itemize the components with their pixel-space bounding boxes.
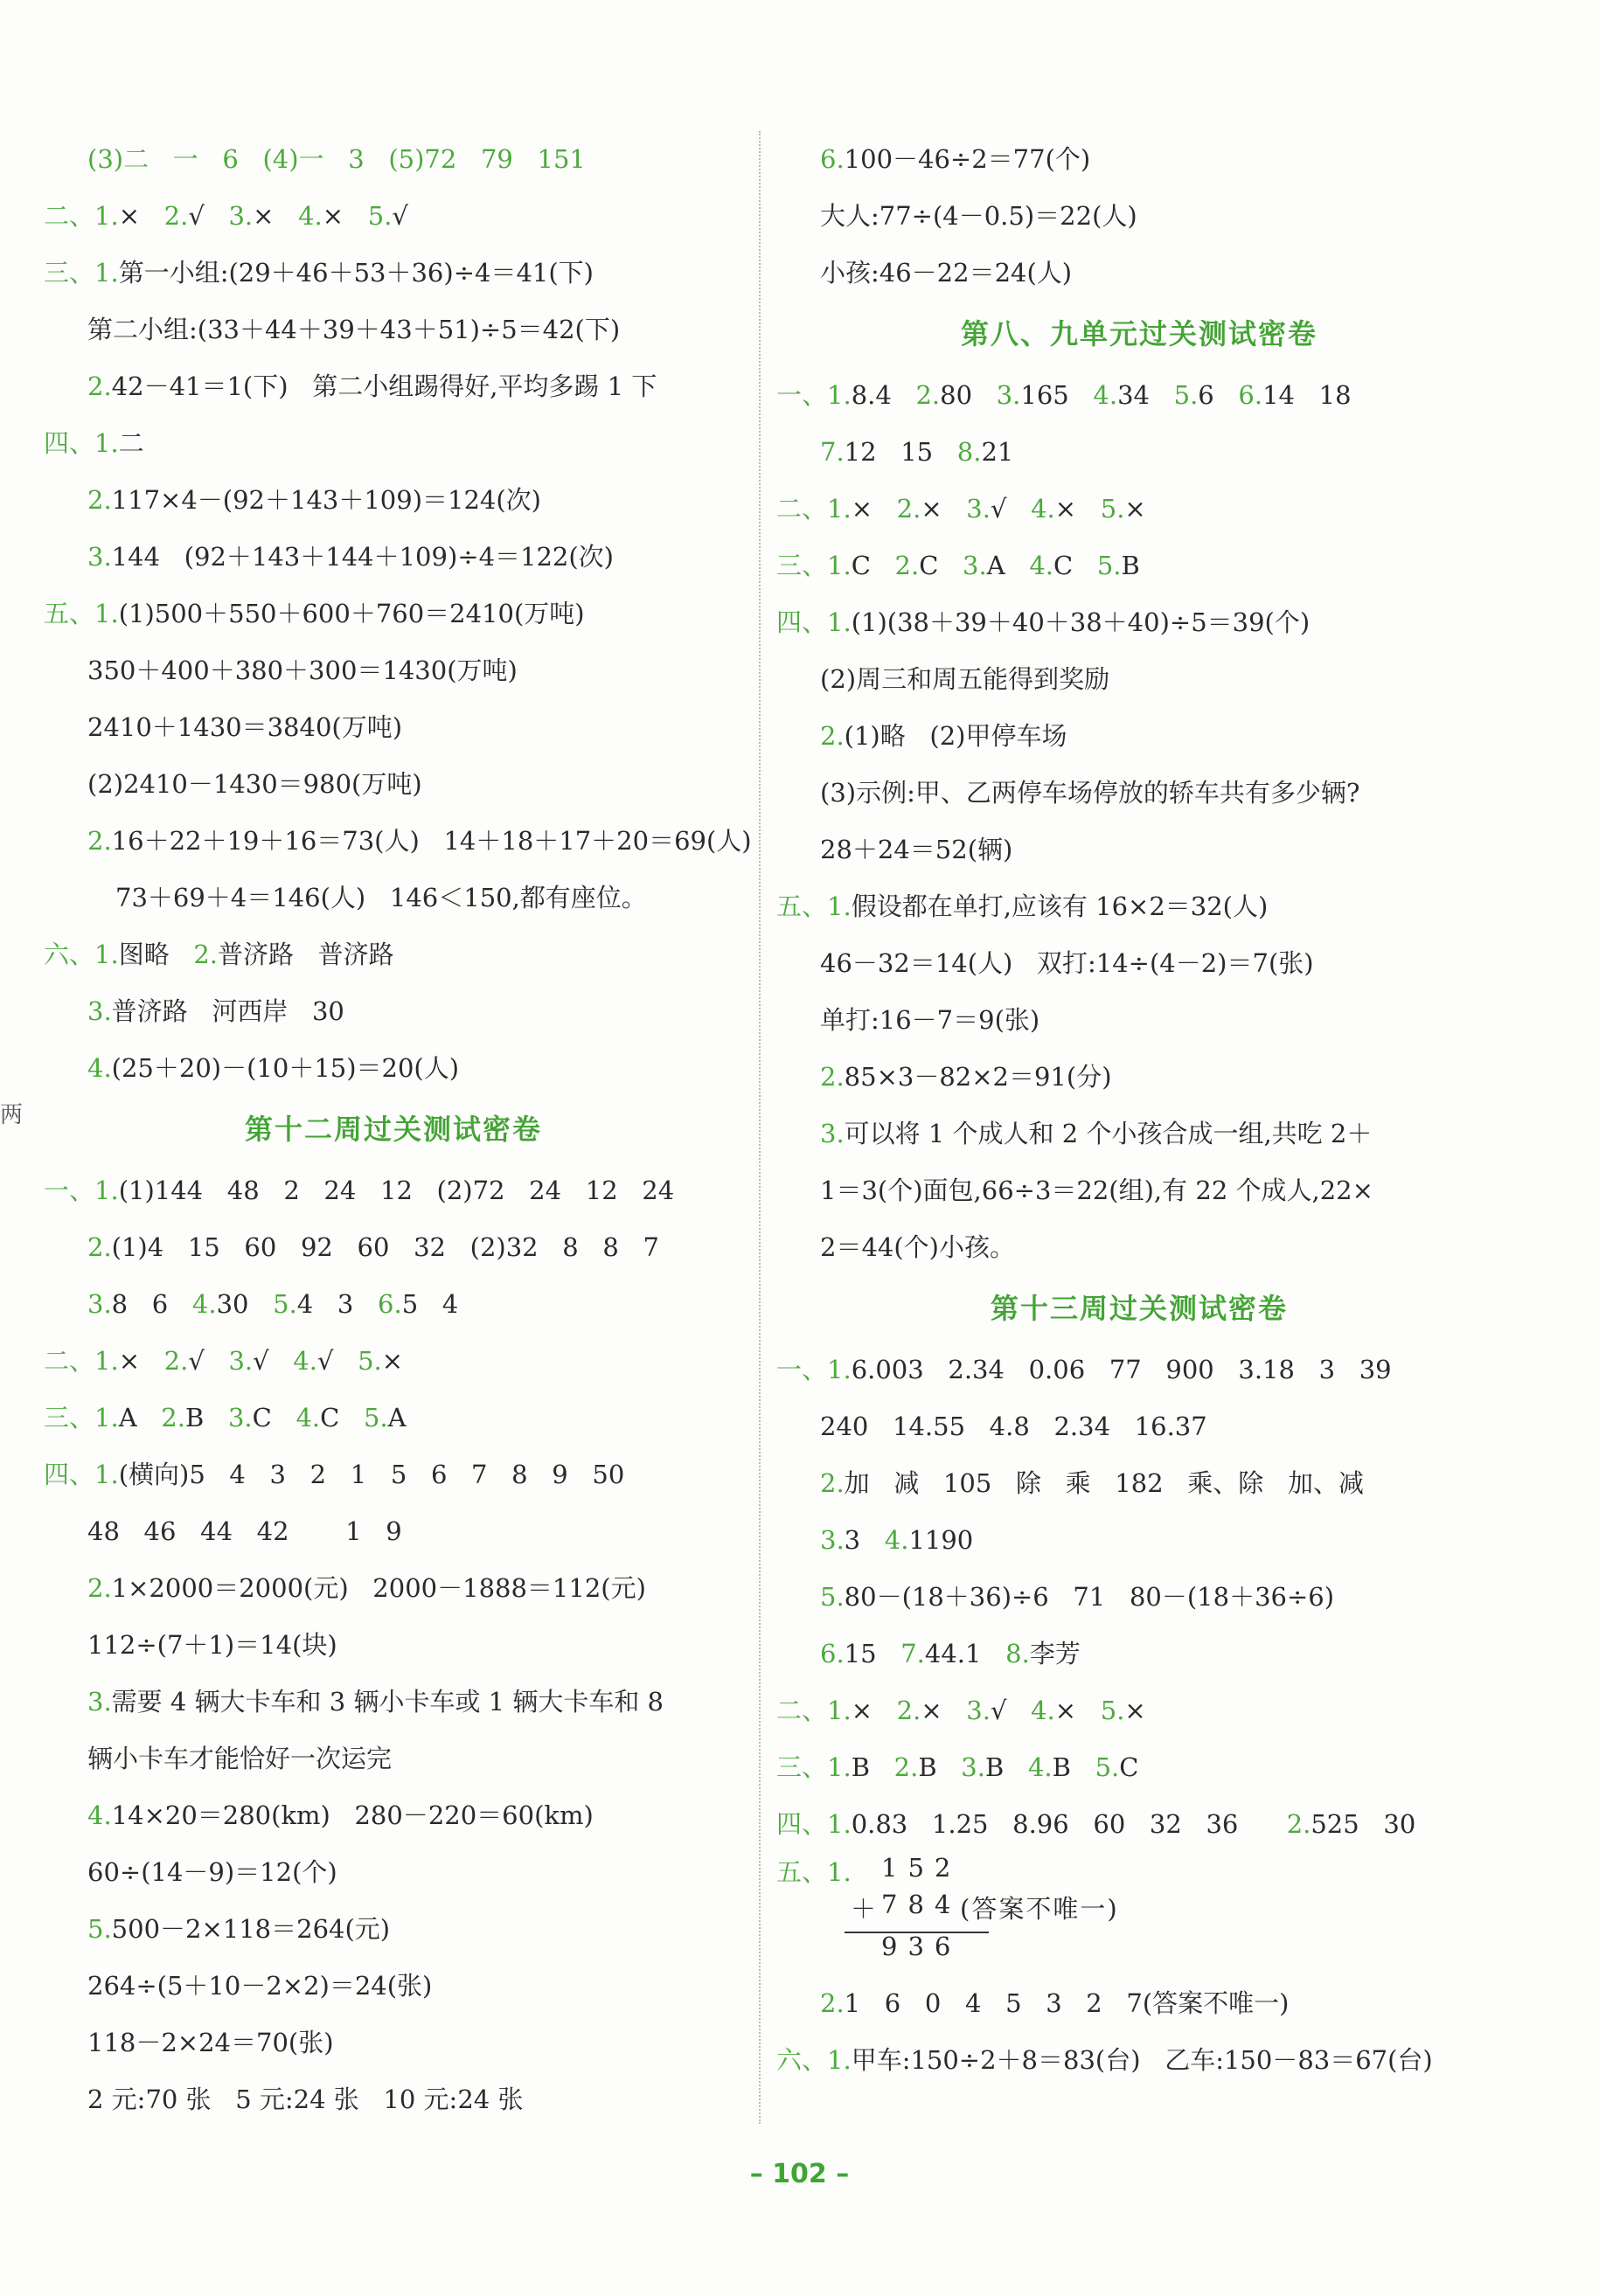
answer-line [44,1390,743,1446]
answer-line [44,699,743,756]
question-number: 1. [94,940,119,969]
answer-text: 单打:16－7＝9(张) [820,1005,1040,1035]
answer-line [44,2071,743,2128]
question-number: 4. [87,1053,112,1083]
answer-text: B [184,1403,228,1432]
question-number: 2. [820,721,845,751]
answer-text: 44.1 [924,1639,1006,1668]
section-number: 四、 [776,607,828,637]
question-number: 1. [94,258,119,288]
answer-text: 大人:77÷(4－0.5)＝22(人) [820,201,1137,231]
question-number: 1. [94,201,119,231]
question-number: 2. [820,1062,845,1092]
question-number: 4. [295,1403,321,1432]
answer-text: 8 6 [111,1289,192,1319]
question-number: 3. [963,551,987,580]
question-number: 2. [896,494,921,524]
answer-text: 350＋400＋380＋300＝1430(万吨) [87,656,518,685]
answer-text: B [918,1752,962,1782]
answer-text: 6.003 2.34 0.06 77 900 3.18 3 39 [851,1355,1392,1384]
question-number: 4. [87,1800,112,1830]
answer-line [44,529,743,586]
answer-line [776,594,1502,651]
answer-text: 80－(18＋36)÷6 71 80－(18＋36÷6) [844,1582,1335,1612]
answer-text: × [118,201,164,231]
answer-line [776,538,1502,594]
question-number: 3. [87,996,112,1026]
answer-text: A [986,551,1030,580]
answer-line [44,1731,743,1787]
question-number: 2. [163,201,189,231]
answer-text: 可以将 1 个成人和 2 个小孩合成一组,共吃 2＋ [844,1119,1373,1148]
question-number: 3. [966,494,991,524]
section-number: 二、 [776,494,828,524]
answer-line [776,1682,1502,1739]
answer-text: √ [990,494,1032,524]
answer-text: C [252,1403,296,1432]
answer-line [44,983,743,1040]
answer-line [776,1398,1502,1455]
answer-text: 48 46 44 42 1 9 [87,1516,402,1546]
question-number: 1. [94,599,119,628]
question-number: 2. [1286,1809,1311,1839]
answer-text: 假设都在单打,应该有 16×2＝32(人) [851,891,1269,921]
answer-text: 2410＋1430＝3840(万吨) [87,712,403,742]
question-number: 1. [827,494,852,524]
question-number: 3. [966,1696,991,1725]
answer-text: B [1052,1752,1095,1782]
answer-line [776,935,1502,992]
answer-text: 500－2×118＝264(元) [111,1914,391,1944]
answer-text: B [851,1752,894,1782]
answer-text: A [387,1403,407,1432]
answer-text: 100－46÷2＝77(个) [844,144,1091,174]
question-number: 2. [915,380,941,410]
answer-text: 6 [1198,380,1239,410]
question-number: 5. [1100,494,1125,524]
question-number: 5. [358,1346,382,1376]
question-number: 6. [378,1289,402,1319]
answer-line [44,813,752,870]
question-number: 2. [87,371,112,401]
answer-text: 1＝3(个)面包,66÷3＝22(组),有 22 个成人,22× [820,1176,1373,1205]
answer-text: 3 [844,1525,885,1555]
answer-text: (25＋20)－(10＋15)＝20(人) [111,1053,460,1083]
answer-line [44,1040,743,1097]
answer-text: × [1054,494,1101,524]
answer-text: √ [188,1346,229,1376]
answer-text: 21 [981,437,1014,467]
section-number: 三、 [44,258,95,288]
answer-text: × [1124,494,1146,524]
answer-text: × [1124,1696,1146,1725]
answer-text: 第一小组:(29＋46＋53＋36)÷4＝41(下) [118,258,594,288]
question-number: 2. [87,1573,112,1603]
answer-line [44,1787,743,1844]
answer-line [44,1333,743,1390]
answer-line [776,1342,1502,1398]
question-number: 5. [1096,551,1122,580]
answer-line [44,131,743,188]
question-number: 5. [367,201,393,231]
answer-line [776,1569,1502,1626]
answer-line [44,1674,743,1731]
section-number: 二、 [776,1696,828,1725]
answer-text: 加 减 105 除 乘 182 乘、除 加、减 [844,1468,1364,1498]
answer-text: 264÷(5＋10－2×2)＝24(张) [87,1971,433,2001]
answer-text: A [118,1403,162,1432]
question-number: 1. [827,551,852,580]
question-number: 1. [94,428,119,458]
answer-line [44,302,743,358]
answer-line [44,1560,743,1617]
question-number: 1. [827,2045,852,2075]
addend-top: 152 [881,1853,962,1883]
answer-text: × [851,494,897,524]
section-number: 六、 [776,2045,828,2075]
answer-text: 甲车:150÷2＋8＝83(台) 乙车:150－83＝67(台) [851,2045,1433,2075]
question-number: 2. [820,1988,845,2018]
answer-text: × [921,1696,967,1725]
question-number: 3. [996,380,1021,410]
right-column [776,131,1502,2089]
question-number: 4. [1031,494,1055,524]
answer-text: 普济路 普济路 [218,940,394,969]
answer-line [776,131,1502,188]
answer-line [776,424,1502,481]
question-number: 5. [87,1914,112,1944]
section-number: 三、 [776,1752,828,1782]
section-number: 二、 [44,201,95,231]
answer-text: 二 [118,428,144,458]
answer-note: (答案不唯一) [960,1894,1119,1924]
question-number: 3. [87,542,112,572]
answer-text: 117×4－(92＋143＋109)＝124(次) [111,485,541,515]
answer-line [44,358,743,415]
answer-text: C [1053,551,1097,580]
answer-text: 小孩:46－22＝24(人) [820,258,1073,288]
answer-text: × [381,1346,404,1376]
question-number: 1. [827,1809,852,1839]
question-number: 5. [1173,380,1199,410]
answer-text: 12 15 [844,437,957,467]
answer-text: 118－2×24＝70(张) [87,2028,334,2057]
sum-result: 936 [881,1932,962,1961]
section-number: 三、 [44,1403,95,1432]
answer-text: 73＋69＋4＝146(人) 146＜150,都有座位。 [115,883,647,912]
answer-line [776,708,1502,765]
answer-line [44,2015,743,2071]
answer-line [776,188,1502,245]
section-number: 一、 [776,380,828,410]
question-number: 3. [228,1346,254,1376]
question-number: 2. [896,1696,921,1725]
answer-line [44,1276,743,1333]
question-number: 6. [820,1639,845,1668]
answer-text: 16＋22＋19＋16＝73(人) 14＋18＋17＋20＝69(人) [111,826,752,856]
answer-text: 第二小组:(33＋44＋39＋43＋51)÷5＝42(下) [87,315,621,344]
answer-text: 15 [844,1639,901,1668]
question-number: 4. [1031,1696,1055,1725]
answer-text: 2 元:70 张 5 元:24 张 10 元:24 张 [87,2084,524,2114]
question-number: 5. [273,1289,297,1319]
answer-text: × [253,201,299,231]
answer-text: 4 3 [296,1289,379,1319]
answer-line [44,1162,743,1219]
answer-line [44,586,743,642]
answer-text: (3)示例:甲、乙两停车场停放的轿车共有多少辆? [820,778,1360,808]
answer-line [776,481,1502,538]
answer-line [776,878,1502,935]
question-number: 4. [1027,1752,1053,1782]
answer-text: 14×20＝280(km) 280－220＝60(km) [111,1800,594,1830]
question-number: 2. [820,1468,845,1498]
answer-text: 8.4 [851,380,916,410]
answer-line [776,1796,1502,1853]
answer-line [776,1162,1502,1219]
question-number: 1. [827,1355,852,1384]
answer-text: 46－32＝14(人) 双打:14÷(4－2)＝7(张) [820,948,1314,978]
question-number: (3)二 一 6 (4)一 3 (5)72 79 151 [87,144,586,174]
section-number: 六、 [44,940,95,969]
answer-text: B [1121,551,1140,580]
answer-text: 1 6 0 4 5 3 2 7(答案不唯一) [844,1988,1290,2018]
answer-text: 2＝44(个)小孩。 [820,1232,1015,1262]
answer-text: C [1119,1752,1139,1782]
answer-text: (2)2410－1430＝980(万吨) [87,769,422,799]
question-number: 1. [827,607,852,637]
answer-line [44,1901,743,1958]
answer-line [776,1626,1502,1682]
answer-text: 34 [1117,380,1174,410]
section-number: 一、 [776,1355,828,1384]
question-number: 6. [1238,380,1263,410]
question-number: 6. [820,144,845,174]
question-number: 5. [1095,1752,1120,1782]
answer-text: 42－41＝1(下) 第二小组踢得好,平均多踢 1 下 [111,371,657,401]
answer-text: (1)500＋550＋600＋760＝2410(万吨) [118,599,585,628]
section-number: 一、 [44,1176,95,1205]
answer-line [776,1512,1502,1569]
answer-text: √ [253,1346,294,1376]
answer-text: 李芳 [1029,1639,1081,1668]
question-number: 3. [227,1403,253,1432]
answer-text: (1)4 15 60 92 60 32 (2)32 8 8 7 [111,1232,659,1262]
question-number: 2. [893,1752,919,1782]
answer-line [776,367,1502,424]
section-number: 五、 [776,891,828,921]
section-title: 第十三周过关测试密卷 [990,1292,1288,1325]
section-number: 二、 [44,1346,95,1376]
section-title: 第八、九单元过关测试密卷 [960,317,1317,350]
answer-text: √ [990,1696,1032,1725]
question-number: 1. [827,1857,852,1887]
plus-sign: ＋ [851,1894,887,1924]
answer-text: 112÷(7＋1)＝14(块) [87,1630,337,1660]
question-number: 8. [956,437,982,467]
answer-text: B [984,1752,1028,1782]
question-number: 4. [884,1525,909,1555]
question-number: 2. [193,940,219,969]
answer-text: C [851,551,895,580]
answer-line [44,245,743,302]
answer-text: 80 [940,380,997,410]
answer-text: 5 4 [401,1289,459,1319]
question-number: 7. [900,1639,925,1668]
answer-text: √ [188,201,229,231]
answer-line [776,1219,1502,1276]
question-number: 2. [87,826,112,856]
answer-text: 165 [1020,380,1094,410]
question-number: 1. [94,1176,119,1205]
answer-line [776,992,1502,1049]
question-number: 5. [363,1403,388,1432]
answer-text: × [851,1696,897,1725]
answer-line [776,651,1502,708]
answer-line [44,926,743,983]
question-number: 1. [94,1460,119,1489]
answer-line [776,1049,1502,1106]
question-number: 1. [94,1403,119,1432]
answer-line [44,1503,743,1560]
section-number: 五、 [776,1857,828,1887]
answer-line [44,756,743,813]
question-number: 2. [894,551,920,580]
answer-text: 525 30 [1310,1809,1416,1839]
page-number: – 102 – [749,2159,850,2189]
answer-text: 普济路 河西岸 30 [111,996,344,1026]
answer-text: 需要 4 辆大卡车和 3 辆小卡车或 1 辆大卡车和 8 [111,1687,664,1717]
answer-line [776,1455,1502,1512]
answer-text: 60÷(14－9)＝12(个) [87,1857,337,1887]
question-number: 1. [94,1346,119,1376]
answer-text: × [921,494,967,524]
answer-line [44,870,743,926]
answer-text: × [1054,1696,1101,1725]
answer-text: (1)(38＋39＋40＋38＋40)÷5＝39(个) [851,607,1310,637]
question-number: 4. [293,1346,317,1376]
question-number: 2. [87,485,112,515]
answer-line [44,472,743,529]
answer-line [44,1844,743,1901]
answer-text: 14 18 [1262,380,1352,410]
question-number: 3. [228,201,254,231]
question-number: 1. [827,1752,852,1782]
answer-line [44,1446,743,1503]
left-column [44,131,752,2128]
question-number: 1. [827,1696,852,1725]
question-number: 4. [298,201,323,231]
answer-line [776,822,1502,878]
question-number: 4. [191,1289,217,1319]
question-number: 8. [1005,1639,1030,1668]
question-number: 2. [163,1346,189,1376]
answer-line [776,1739,1502,1796]
section-title: 第十二周过关测试密卷 [244,1113,542,1146]
answer-text: (1)略 (2)甲停车场 [844,721,1067,751]
answer-line [776,2032,1502,2089]
answer-line [44,415,743,472]
answer-text: 辆小卡车才能恰好一次运完 [87,1744,393,1773]
question-number: 3. [87,1687,112,1717]
answer-line [776,1975,1502,2032]
answer-line [44,188,743,245]
answer-line [44,1219,743,1276]
answer-text: 0.83 1.25 8.96 60 32 36 [851,1809,1287,1839]
question-number: 1. [827,891,852,921]
question-number: 3. [961,1752,985,1782]
section-number: 五、 [44,599,95,628]
answer-text: 1190 [908,1525,974,1555]
answer-text: (1)144 48 2 24 12 (2)72 24 12 24 [118,1176,675,1205]
question-number: 7. [820,437,845,467]
answer-text: 28＋24＝52(辆) [820,835,1013,864]
answer-text: 85×3－82×2＝91(分) [844,1062,1112,1092]
answer-text: × [322,201,368,231]
question-number: 2. [161,1403,185,1432]
question-number: 3. [87,1289,112,1319]
answer-text: 144 (92＋143＋144＋109)÷4＝122(次) [111,542,614,572]
answer-line [44,642,743,699]
answer-text: √ [392,201,408,231]
answer-text: 30 [216,1289,274,1319]
question-number: 5. [1100,1696,1125,1725]
answer-text: × [118,1346,164,1376]
section-number: 四、 [776,1809,828,1839]
question-number: 3. [820,1119,845,1148]
column-divider [759,131,761,2124]
question-number: 4. [1029,551,1053,580]
section-number: 四、 [44,1460,95,1489]
answer-line [776,245,1502,302]
answer-text: C [919,551,963,580]
answer-line [776,765,1502,822]
question-number: 5. [820,1582,845,1612]
question-number: 2. [87,1232,112,1262]
answer-text: 1×2000＝2000(元) 2000－1888＝112(元) [111,1573,646,1603]
answer-text: 图略 [118,940,194,969]
margin-character: 两 [0,1102,24,1128]
answer-text: 240 14.55 4.8 2.34 16.37 [820,1412,1207,1441]
answer-line [44,1958,743,2015]
answer-line [44,1617,743,1674]
answer-text: √ [316,1346,358,1376]
question-number: 4. [1093,380,1118,410]
addend-bottom: 784 [881,1890,962,1919]
question-number: 3. [820,1525,845,1555]
question-number: 1. [827,380,852,410]
answer-text: (2)周三和周五能得到奖励 [820,664,1110,694]
answer-text: (横向)5 4 3 2 1 5 6 7 8 9 50 [118,1460,625,1489]
section-number: 四、 [44,428,95,458]
vertical-addition [776,1853,1502,1975]
answer-line [776,1106,1502,1162]
section-number: 三、 [776,551,828,580]
answer-text: C [320,1403,364,1432]
